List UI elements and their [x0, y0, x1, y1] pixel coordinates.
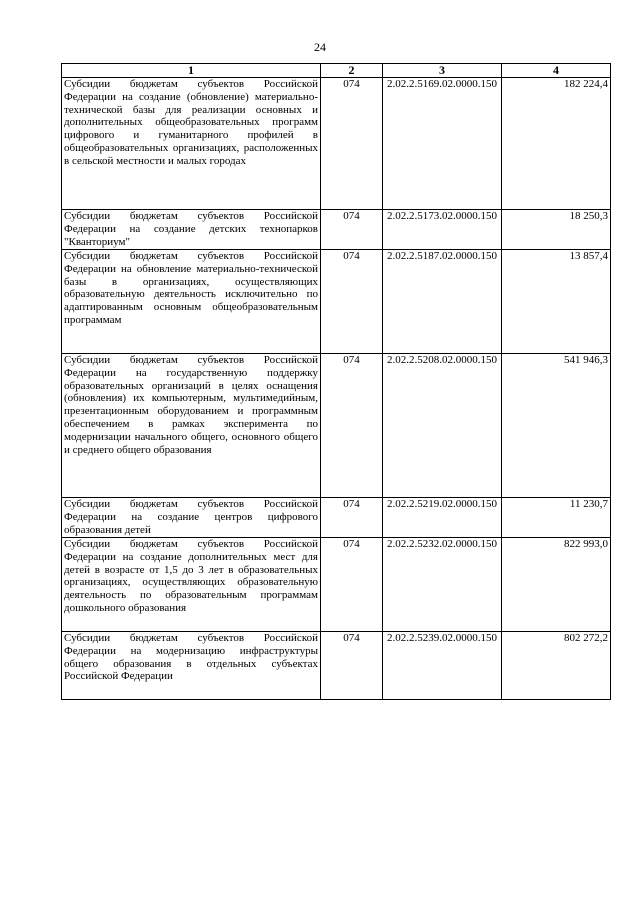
row-amount: 11 230,7 — [502, 498, 611, 538]
row-description: Субсидии бюджетам субъектов Российской Федерации на государственную поддержку образовательных организаций в целях оснащения (обновления) их компьютерным, мультимедийным, презентационным оборудованием и программным обеспечением в рамках эксперимента по модернизации начального общего, основного общего и среднего общего образования — [62, 354, 321, 498]
table-row — [62, 250, 611, 354]
table-row — [62, 632, 611, 700]
row-kbk: 2.02.2.5187.02.0000.150 — [383, 250, 502, 354]
row-admin-code: 074 — [321, 250, 383, 354]
header-col-2: 2 — [321, 64, 383, 78]
row-amount: 182 224,4 — [502, 78, 611, 210]
table-row — [62, 538, 611, 632]
row-amount: 13 857,4 — [502, 250, 611, 354]
table-row — [62, 498, 611, 538]
row-kbk: 2.02.2.5219.02.0000.150 — [383, 498, 502, 538]
header-col-1: 1 — [62, 64, 321, 78]
row-admin-code: 074 — [321, 354, 383, 498]
row-description: Субсидии бюджетам субъектов Российской Федерации на создание центров цифрового образования детей — [62, 498, 321, 538]
table-row — [62, 354, 611, 498]
table-row — [62, 210, 611, 250]
table-header-row — [62, 64, 611, 78]
row-description: Субсидии бюджетам субъектов Российской Федерации на создание детских технопарков "Кванториум" — [62, 210, 321, 250]
row-kbk: 2.02.2.5173.02.0000.150 — [383, 210, 502, 250]
row-admin-code: 074 — [321, 632, 383, 700]
row-description: Субсидии бюджетам субъектов Российской Федерации на создание дополнительных мест для детей в возрасте от 1,5 до 3 лет в образовательных организациях, осуществляющих образовательную деятельность по образовательным программам дошкольного образования — [62, 538, 321, 632]
row-description: Субсидии бюджетам субъектов Российской Федерации на обновление материально-технической базы в организациях, осуществляющих образовательную деятельность исключительно по адаптированным основным общеобразовательным программам — [62, 250, 321, 354]
row-amount: 541 946,3 — [502, 354, 611, 498]
row-amount: 802 272,2 — [502, 632, 611, 700]
budget-table — [61, 63, 611, 700]
row-kbk: 2.02.2.5208.02.0000.150 — [383, 354, 502, 498]
row-amount: 822 993,0 — [502, 538, 611, 632]
header-col-4: 4 — [502, 64, 611, 78]
row-admin-code: 074 — [321, 538, 383, 632]
page-number: 24 — [314, 40, 326, 54]
row-admin-code: 074 — [321, 78, 383, 210]
row-admin-code: 074 — [321, 498, 383, 538]
row-admin-code: 074 — [321, 210, 383, 250]
row-description: Субсидии бюджетам субъектов Российской Федерации на модернизацию инфраструктуры общего образования в отдельных субъектах Российской Федерации — [62, 632, 321, 700]
row-kbk: 2.02.2.5169.02.0000.150 — [383, 78, 502, 210]
row-kbk: 2.02.2.5239.02.0000.150 — [383, 632, 502, 700]
row-description: Субсидии бюджетам субъектов Российской Федерации на создание (обновление) материально-технической базы для реализации основных и дополнительных общеобразовательных программ цифрового и гуманитарного профилей в общеобразовательных организациях, расположенных в сельской местности и малых городах — [62, 78, 321, 210]
header-col-3: 3 — [383, 64, 502, 78]
row-kbk: 2.02.2.5232.02.0000.150 — [383, 538, 502, 632]
row-amount: 18 250,3 — [502, 210, 611, 250]
table-row — [62, 78, 611, 210]
